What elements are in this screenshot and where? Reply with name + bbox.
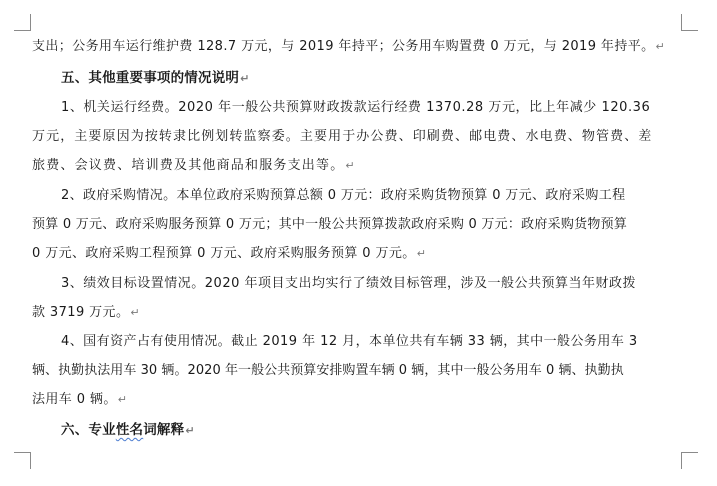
crop-mark-bottom-left (14, 452, 31, 469)
paragraph-mark-icon: ↵ (416, 247, 427, 260)
paragraph-mark-icon: ↵ (655, 40, 666, 53)
paragraph-mark-icon: ↵ (130, 306, 140, 319)
paragraph-line: 支出；公务用车运行维护费 128.7 万元，与 2019 年持平；公务用车购置费 0 万元，与 2019 年持平。↵ (32, 39, 666, 54)
paragraph-line: 旅费、会议费、培训费及其他商品和服务支出等。↵ (32, 158, 356, 173)
paragraph-mark-icon: ↵ (117, 393, 128, 406)
paragraph-line: 法用车 0 辆。↵ (32, 392, 128, 407)
paragraph-line: 2、政府采购情况。本单位政府采购预算总额 0 万元：政府采购货物预算 0 万元、政府采购工程 (61, 188, 626, 203)
paragraph-line: 1、机关运行经费。2020 年一般公共预算财政拨款运行经费 1370.28 万元，比上年减少 120.36 (61, 100, 651, 115)
paragraph-line: 4、国有资产占有使用情况。截止 2019 年 12 月，本单位共有车辆 33 辆，其中一般公务用车 3 (61, 334, 638, 349)
crop-mark-top-left (14, 14, 31, 31)
crop-mark-bottom-right (681, 452, 698, 469)
paragraph-line: 0 万元、政府采购工程预算 0 万元、政府采购服务预算 0 万元。↵ (32, 246, 427, 261)
paragraph-line: 辆、执勤执法用车 30 辆。2020 年一般公共预算安排购置车辆 0 辆，其中一般公务用车 0 辆、执勤执 (32, 363, 624, 378)
paragraph-line: 预算 0 万元、政府采购服务预算 0 万元；其中一般公共预算拨款政府采购 0 万元：政府采购货物预算 (32, 217, 628, 232)
paragraph-line: 款 3719 万元。↵ (32, 305, 140, 320)
section-heading-other-matters: 五、其他重要事项的情况说明↵ (61, 70, 250, 86)
spellcheck-underline[interactable]: 性名 (115, 422, 144, 438)
section-heading-terms: 六、专业性名词解释↵ (61, 422, 195, 438)
paragraph-line: 万元，主要原因为按转隶比例划转监察委。主要用于办公费、印刷费、邮电费、水电费、物管费、差 (32, 129, 653, 144)
paragraph-mark-icon: ↵ (345, 159, 356, 172)
paragraph-mark-icon: ↵ (185, 424, 195, 437)
paragraph-line: 3、绩效目标设置情况。2020 年项目支出均实行了绩效目标管理，涉及一般公共预算当年财政拨 (61, 276, 636, 291)
paragraph-mark-icon: ↵ (240, 72, 250, 85)
crop-mark-top-right (681, 14, 698, 31)
